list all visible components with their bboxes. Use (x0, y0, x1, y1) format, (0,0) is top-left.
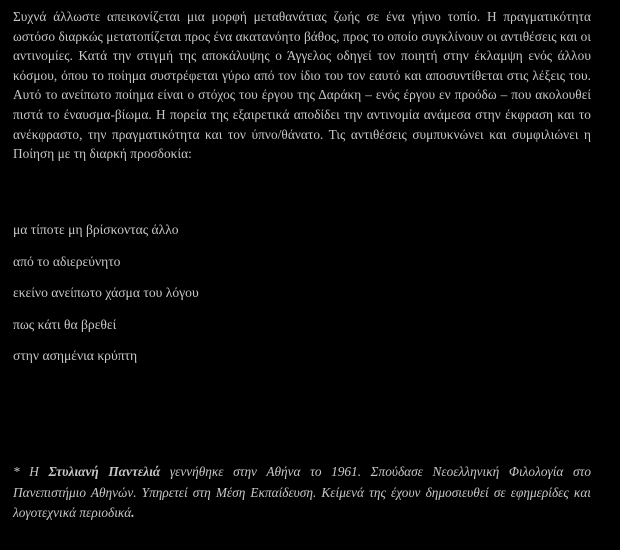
author-name: Στυλιανή Παντελιά (48, 464, 161, 479)
poem-excerpt (13, 214, 199, 372)
article-page (13, 7, 591, 520)
poem-line: από το αδιερεύνητο (13, 253, 121, 269)
bio-period: . (131, 505, 135, 520)
poem-line: εκείνο ανείπωτο χάσμα του λόγου (13, 285, 199, 300)
poem-line: στην ασημένια κρύπτη (13, 348, 138, 363)
poem-line: πως κάτι θα βρεθεί (13, 316, 117, 332)
bio-prefix: * Η (13, 464, 49, 479)
poem-line: μα τίποτε μη βρίσκοντας άλλο (13, 222, 179, 237)
essay-paragraph: Συχνά άλλωστε απεικονίζεται μια μορφή μεταθανάτιας ζωής σε ένα γήινο τοπίο. Η πραγματικότητα ωστόσο διαρκώς μετατοπίζεται προς ένα ακατανόητο βάθος, προς το οποίο συγκλίνουν οι αντιθέσεις και οι αντινομίες. Κατά την στιγμή της αποκάλυψης ο Άγγελος οδηγεί τον ποιητή στην έκλαμψη ενός άλλου κόσμου, όπου το ποίημα συστρέφεται γύρω από τον ίδιο του τον εαυτό και αποσυντίθεται στις λέξεις του. Αυτό το ανείπωτο ποίημα είναι ο στόχος του έργου της Δαράκη – ενός έργου εν προόδω – που ακολουθεί πιστά το έναυσμα-βίωμα. Η πορεία της εξαιρετικά αποδίδει την αντινομία ανάμεσα στην έκφραση και το ανέκφραστο, την πραγματικότητα και τον ύπνο/θάνατο. Τις αντιθέσεις συμπυκνώνει και συμφιλιώνει η Ποίηση με τη διαρκή προσδοκία: (13, 9, 591, 162)
bio-text: γεννήθηκε στην Αθήνα το 1961. Σπούδασε Νεοελληνική Φιλολογία στο Πανεπιστήμιο Αθηνών. Υπηρετεί στη Μέση Εκπαίδευση. Κείμενά της έχουν δημοσιευθεί σε εφημερίδες και λογοτεχνικά περιοδικά (13, 464, 591, 520)
author-bio-note (13, 462, 591, 524)
